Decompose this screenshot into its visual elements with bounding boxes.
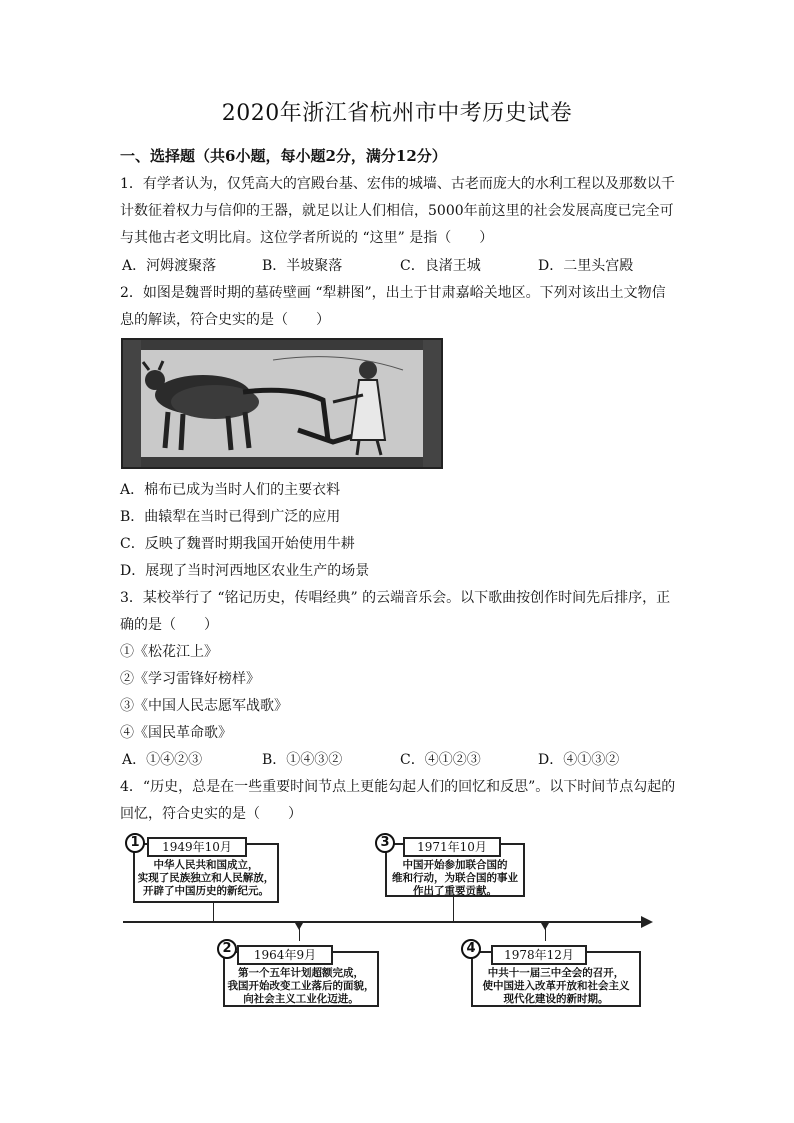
timeline-marker [295, 923, 303, 930]
q2-option-c: C．反映了魏晋时期我国开始使用牛耕 [120, 536, 355, 552]
q2-option-d: D．展现了当时河西地区农业生产的场景 [120, 563, 370, 579]
timeline-number-4: 4 [461, 939, 481, 959]
timeline-event-text: 中国开始参加联合国的 维和行动，为联合国的事业 作出了重要贡献。 [392, 859, 518, 897]
q2-option-b: B．曲辕犁在当时已得到广泛的应用 [120, 509, 341, 525]
timeline-number-2: 2 [217, 939, 237, 959]
q3-option-b: B．①④③② [262, 752, 343, 768]
q1-option-d: D．二里头宫殿 [538, 258, 634, 274]
q3-song: ①《松花江上》 [120, 644, 218, 660]
q3-song: ③《中国人民志愿军战歌》 [120, 698, 288, 714]
timeline-number-1: 1 [125, 833, 145, 853]
q3-option-a: A．①④②③ [122, 752, 203, 768]
timeline-date-2: 1964年9月 [237, 945, 333, 965]
q3-option-c: C．④①②③ [400, 752, 481, 768]
q3-song: ②《学习雷锋好榜样》 [120, 671, 260, 687]
q1-option-b: B．半坡聚落 [262, 258, 343, 274]
q3-option-d: D．④①③② [538, 752, 620, 768]
q1-option-c: C．良渚王城 [400, 258, 481, 274]
q4-line: 4．“历史，总是在一些重要时间节点上更能勾起人们的回忆和反思”。以下时间节点勾起的 [120, 779, 676, 795]
q2-line: 息的解读，符合史实的是（ ） [120, 312, 330, 328]
timeline-date-1: 1949年10月 [147, 837, 247, 857]
q2-option-a: A．棉布已成为当时人们的主要衣料 [120, 482, 341, 498]
timeline-diagram [123, 833, 653, 1015]
timeline-date-3: 1971年10月 [403, 837, 501, 857]
timeline-date-4: 1978年12月 [491, 945, 587, 965]
timeline-event-text: 中共十一届三中全会的召开， 使中国进入改革开放和社会主义 现代化建设的新时期。 [482, 967, 630, 1005]
timeline-marker [541, 923, 549, 930]
timeline-arrow [641, 916, 653, 928]
timeline-event-text: 第一个五年计划超额完成， 我国开始改变工业落后的面貌， 向社会主义工业化迈进。 [227, 967, 375, 1005]
q1-line: 计数征着权力与信仰的王器，就足以让人们相信，5000年前这里的社会发展高度已完全可 [120, 203, 674, 219]
q4-line: 回忆，符合史实的是（ ） [120, 806, 302, 822]
q3-song: ④《国民革命歌》 [120, 725, 232, 741]
q3-line: 3．某校举行了 “铭记历史，传唱经典” 的云端音乐会。以下歌曲按创作时间先后排序，正 [120, 590, 671, 606]
timeline-axis [123, 921, 645, 923]
q3-line: 确的是（ ） [120, 617, 218, 633]
q1-line: 1．有学者认为，仅凭高大的宫殿台基、宏伟的城墙、古老而庞大的水利工程以及那数以千 [120, 176, 675, 192]
q1-line: 与其他古老文明比肩。这位学者所说的 “这里” 是指（ ） [120, 230, 494, 246]
q1-option-a: A．河姆渡聚落 [122, 258, 217, 274]
section-heading: 一、选择题（共6小题，每小题2分，满分12分） [120, 147, 447, 165]
timeline-event-text: 中华人民共和国成立， 实现了民族独立和人民解放， 开辟了中国历史的新纪元。 [137, 859, 275, 897]
page-title: 2020年浙江省杭州市中考历史试卷 [221, 101, 573, 126]
plowing-mural-image [121, 338, 443, 469]
q2-line: 2．如图是魏晋时期的墓砖壁画 “犁耕图”，出土于甘肃嘉峪关地区。下列对该出土文物信 [120, 285, 666, 301]
timeline-number-3: 3 [375, 833, 395, 853]
